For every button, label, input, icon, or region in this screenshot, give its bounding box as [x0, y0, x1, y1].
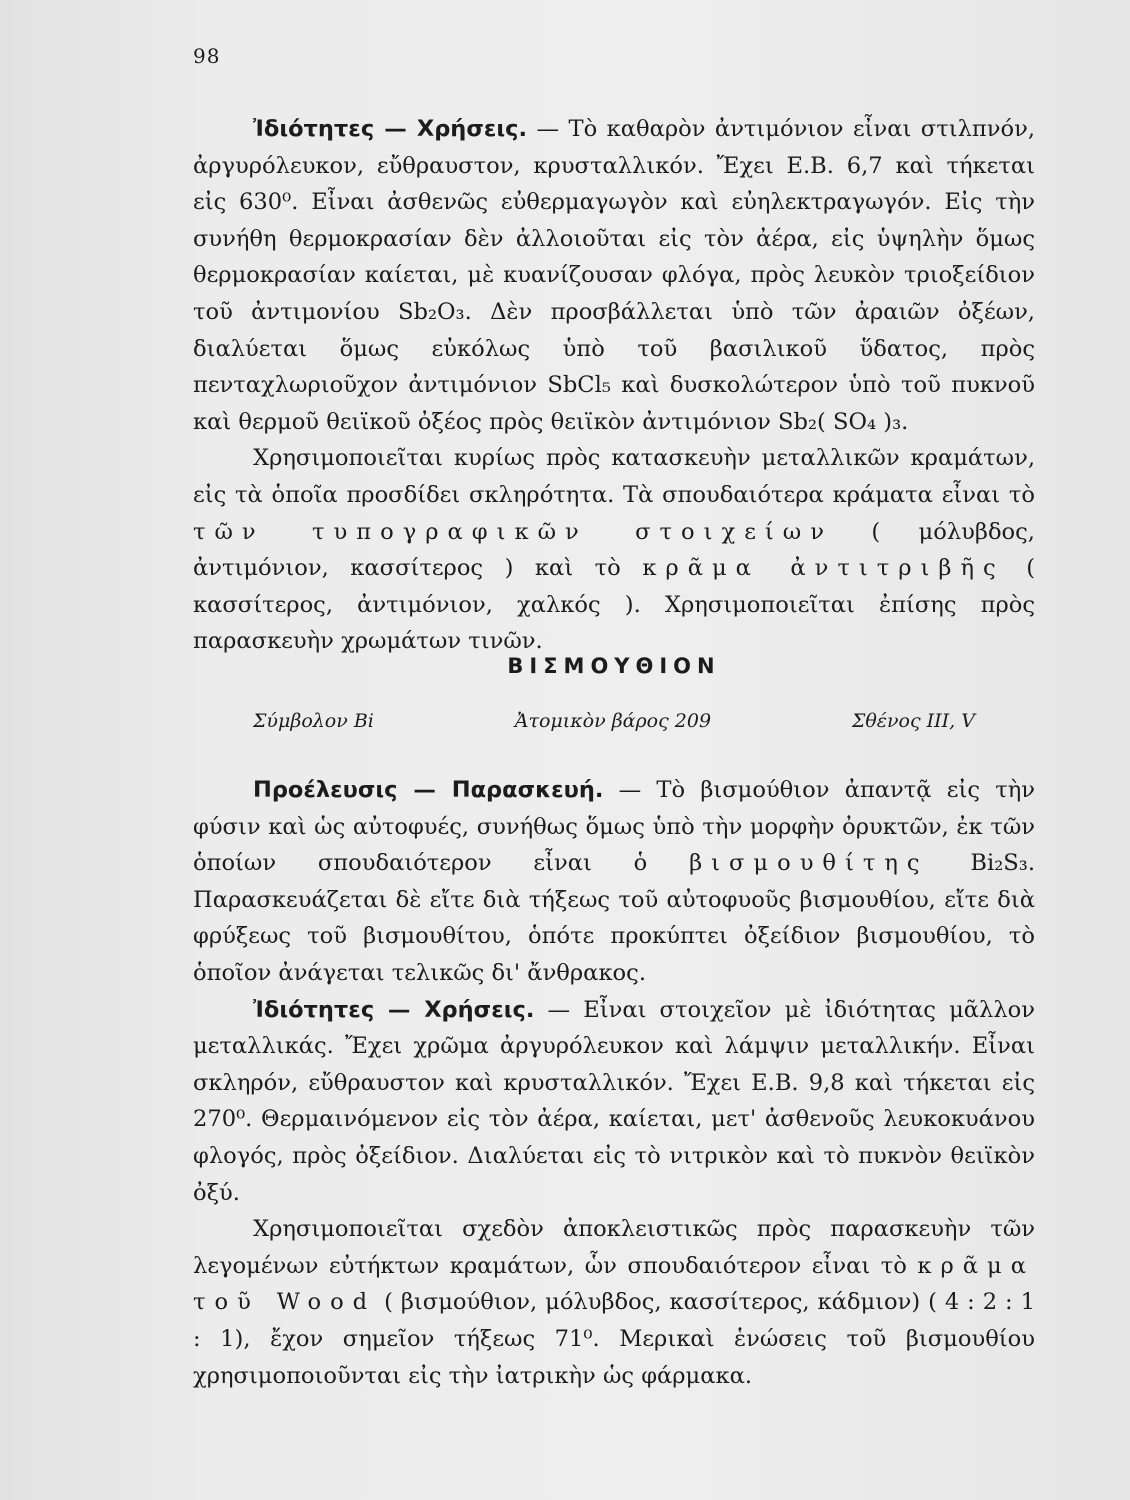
bismuthinite-term: βισμουθίτης	[689, 850, 929, 877]
antimony-properties-section	[193, 111, 1035, 660]
bismuth-uses-paragraph: Χρησιμοποιεῖται σχεδὸν ἀποκλειστικῶς πρὸς παρασκευὴν τῶν λεγομένων εὐτήκτων κραμάτων, ὧν σπουδαιότερον εἶναι τὸ κρᾶμα τοῦ Wood ( βισμούθιον, μόλυβδος, κασσίτερος, κάδμιον) ( 4 : 2 : 1 : 1), ἔχον σημεῖον τήξεως 71⁰. Μερικαὶ ἑνώσεις τοῦ βισμουθίου χρησιμοποιοῦνται εἰς τὴν ἰατρικὴν ὡς φάρμακα.	[193, 1216, 1035, 1389]
properties-uses-heading: Ἰδιότητες — Χρήσεις.	[253, 116, 528, 142]
origin-preparation-heading: Προέλευσις — Παρασκευή.	[253, 777, 604, 803]
bismuth-properties-paragraph: Ἰδιότητες — Χρήσεις. — Εἶναι στοιχεῖον μὲ ἰδιότητας μᾶλλον μεταλλικάς. Ἔχει χρῶμα ἀργυρόλευκον καὶ λάμψιν μεταλλικήν. Εἶναι σκληρόν, εὔθραυστον καὶ κρυσταλλικόν. Ἔχει Ε.Β. 9,8 καὶ τήκεται εἰς 270⁰. Θερμαινόμενον εἰς τὸν ἀέρα, καίεται, μετ' ἀσθενοῦς λευκοκυάνου φλογός, πρὸς ὀξείδιον. Διαλύεται εἰς τὸ νιτρικὸν καὶ τὸ πυκνὸν θειϊκὸν ὀξύ.	[193, 996, 1035, 1206]
antimony-properties-paragraph	[193, 111, 1035, 440]
bismuth-properties-heading: Ἰδιότητες — Χρήσεις.	[253, 996, 535, 1023]
antimony-uses-paragraph: Χρησιμοποιεῖται κυρίως πρὸς κατασκευὴν μεταλλικῶν κραμάτων, εἰς τὰ ὁποῖα προσδίδει σκληρότητα. Τὰ σπουδαιότερα κράματα εἶναι τὸ τῶν τυπογραφικῶν στοιχείων ( μόλυβδος, ἀντιμόνιον, κασσίτερος ) καὶ τὸ κρᾶμα ἀντιτριβῆς ( κασσίτερος, ἀντιμόνιον, χαλκός ). Χρησιμοποιεῖται ἐπίσης πρὸς παρασκευὴν χρωμάτων τινῶν.	[193, 445, 1036, 655]
element-meta-row	[193, 710, 1035, 732]
typographic-alloy-term: τῶν τυπογραφικῶν στοιχείων	[193, 518, 833, 545]
element-title: ΒΙΣΜΟΥΘΙΟΝ	[507, 654, 721, 678]
antifriction-alloy-term: κρᾶμα ἀντιτριβῆς	[642, 555, 1005, 582]
bismuth-origin-paragraph: Προέλευσις — Παρασκευή. — Τὸ βισμούθιον ἀπαντᾷ εἰς τὴν φύσιν καὶ ὡς αὐτοφυές, συνήθως ὅμως ὑπὸ τὴν μορφὴν ὀρυκτῶν, ἐκ τῶν ὁποίων σπουδαιότερον εἶναι ὁ βισμουθίτης Bi₂S₃. Παρασκευάζεται δὲ εἴτε διὰ τήξεως τοῦ αὐτοφυοῦς βισμουθίου, εἴτε διὰ φρύξεως τοῦ βισμουθίτου, ὁπότε προκύπτει ὀξείδιον βισμουθίου, τὸ ὁποῖον ἀνάγεται τελικῶς δι' ἄνθρακος.	[193, 777, 1035, 986]
page-number: 98	[193, 44, 221, 68]
wood-alloy-term: κρᾶμα τοῦ Wood	[193, 1252, 1035, 1316]
element-symbol: Σύμβολον Bi	[253, 710, 374, 732]
antimony-properties-text: — Τὸ καθαρὸν ἀντιμόνιον εἶναι στιλπνόν, ἀργυρόλευκον, εὔθραυστον, κρυσταλλικόν. Ἔχει Ε.Β. 6,7 καὶ τήκεται εἰς 630⁰. Εἶναι ἀσθενῶς εὐθερμαγωγὸν καὶ εὐηλεκτραγωγόν. Εἰς τὴν συνήθη θερμοκρασίαν δὲν ἀλλοιοῦται εἰς τὸν ἀέρα, εἰς ὑψηλὴν ὅμως θερμοκρασίαν καίεται, μὲ κυανίζουσαν φλόγα, πρὸς λευκὸν τριοξείδιον τοῦ ἀντιμονίου Sb₂O₃. Δὲν προσβάλλεται ὑπὸ τῶν ἀραιῶν ὀξέων, διαλύεται ὅμως εὐκόλως ὑπὸ τοῦ βασιλικοῦ ὕδατος, πρὸς πενταχλωριοῦχον ἀντιμόνιον SbCl₅ καὶ δυσκολώτερον ὑπὸ τοῦ πυκνοῦ καὶ θερμοῦ θειϊκοῦ ὀξέος πρὸς θειϊκὸν ἀντιμόνιον Sb₂( SO₄ )₃.	[193, 116, 1036, 435]
bismuth-section	[193, 772, 1035, 1394]
element-atomic-weight: Ἀτομικὸν βάρος 209	[514, 710, 712, 732]
element-valence: Σθένος III, V	[851, 710, 975, 732]
